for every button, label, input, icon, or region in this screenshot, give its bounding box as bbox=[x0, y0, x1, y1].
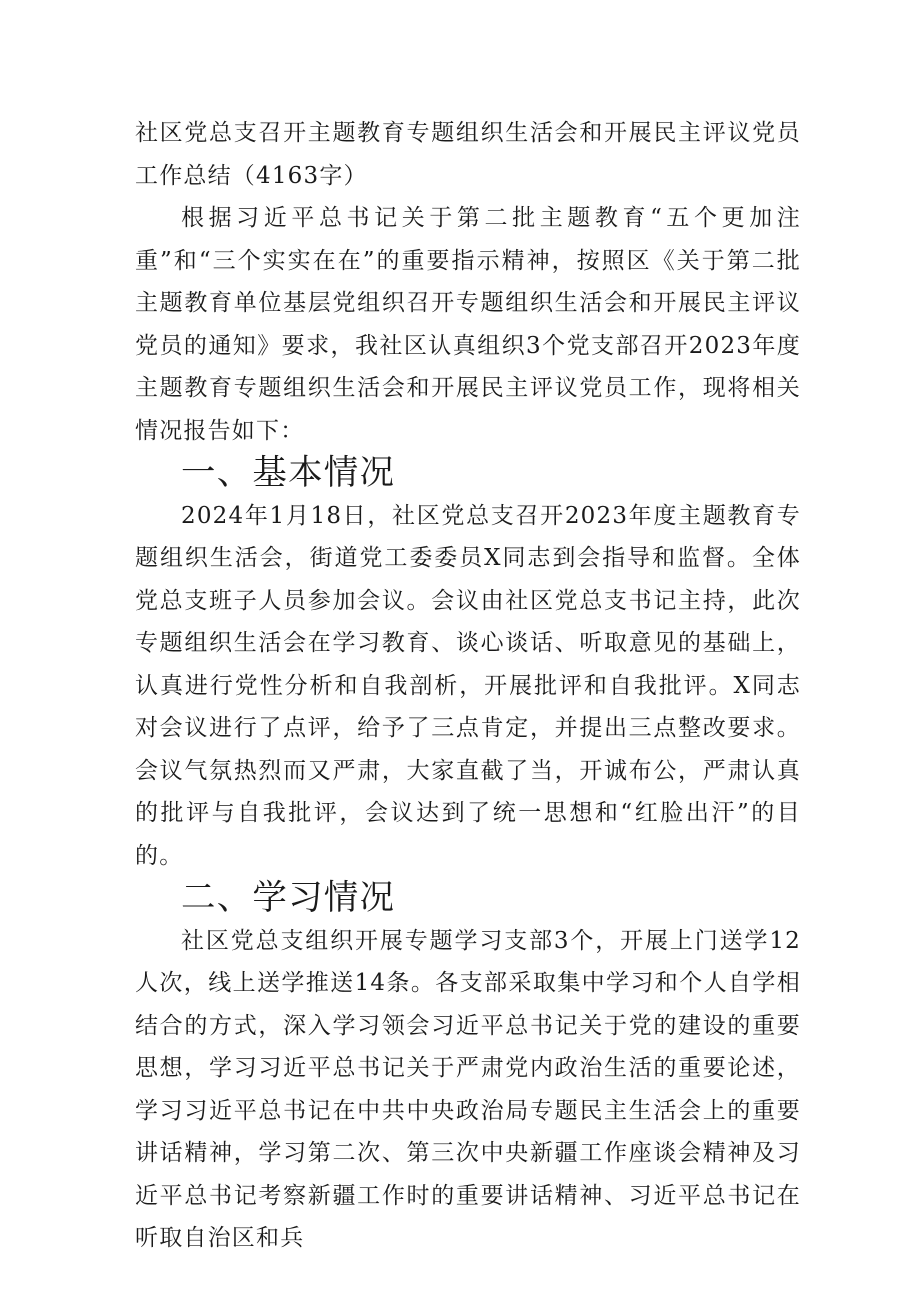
section-heading-study-situation: 二、学习情况 bbox=[181, 878, 396, 918]
intro-paragraph: 根据习近平总书记关于第二批主题教育“五个更加注重”和“三个实实在在”的重要指示精神，按照区《关于第二批主题教育单位基层党组织召开专题组织生活会和开展民主评议党员的通知》要求，我社区认真组织3个党支部召开2023年度主题教育专题组织生活会和开展民主评议党员工作，现将相关情况报告如下： bbox=[135, 205, 801, 444]
document-title: 社区党总支召开主题教育专题组织生活会和开展民主评议党员工作总结（4163字） bbox=[135, 120, 801, 189]
section-heading-basic-situation: 一、基本情况 bbox=[181, 453, 396, 493]
section-body-basic-situation: 2024年1月18日，社区党总支召开2023年度主题教育专题组织生活会，街道党工委委员X同志到会指导和监督。全体党总支班子人员参加会议。会议由社区党总支书记主持，此次专题组织生活会在学习教育、谈心谈话、听取意见的基础上，认真进行党性分析和自我剖析，开展批评和自我批评。X同志对会议进行了点评，给予了三点肯定，并提出三点整改要求。会议气氛热烈而又严肃，大家直截了当，开诚布公，严肃认真的批评与自我批评，会议达到了统一思想和“红脸出汗”的目的。 bbox=[135, 502, 801, 869]
document-body bbox=[135, 112, 801, 1260]
section-body-study-situation: 社区党总支组织开展专题学习支部3个，开展上门送学12人次，线上送学推送14条。各支部采取集中学习和个人自学相结合的方式，深入学习领会习近平总书记关于党的建设的重要思想，学习习近平总书记关于严肃党内政治生活的重要论述，学习习近平总书记在中共中央政治局专题民主生活会上的重要讲话精神，学习第二次、第三次中央新疆工作座谈会精神及习近平总书记考察新疆工作时的重要讲话精神、习近平总书记在听取自治区和兵 bbox=[135, 927, 801, 1251]
